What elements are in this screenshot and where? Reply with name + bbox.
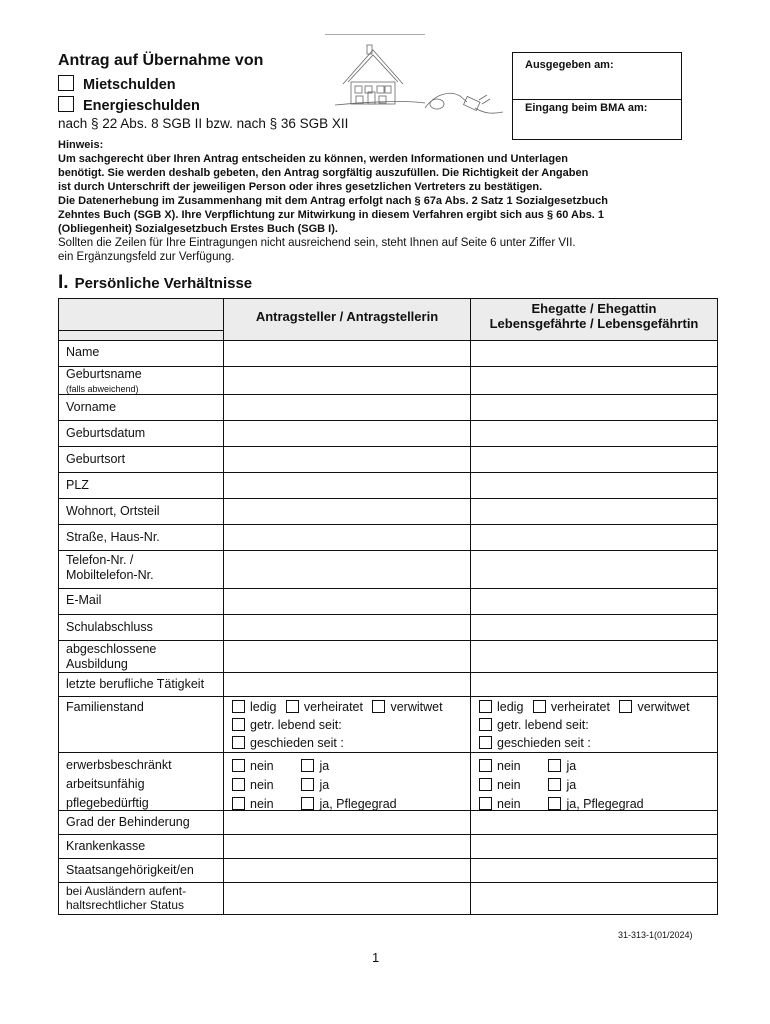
row-label-nationality: Staatsangehörigkeit/en <box>66 863 194 877</box>
partner-health-options <box>479 757 644 814</box>
applicant-column-header: Antragsteller / Antragstellerin <box>255 309 439 324</box>
applicant-married-checkbox[interactable] <box>286 700 299 713</box>
row-label-street: Straße, Haus-Nr. <box>66 530 160 544</box>
section-number: I. <box>58 272 69 293</box>
partner-separated-checkbox[interactable] <box>479 718 492 731</box>
applicant-single-checkbox[interactable] <box>232 700 245 713</box>
birthname-note: (falls abweichend) <box>66 384 139 394</box>
row-label-phone <box>66 553 154 583</box>
applicant-separated-checkbox[interactable] <box>232 718 245 731</box>
married-label: verheiratet <box>550 700 610 714</box>
notice-line: ein Ergänzungsfeld zur Verfügung. <box>58 251 235 263</box>
notice-line: Um sachgerecht über Ihren Antrag entscheiden zu können, werden Informationen und Unterlagen <box>58 153 568 165</box>
notice-line: Zehntes Buch (SGB X). Ihre Verpflichtung zur Mitwirkung in diesem Verfahren ergibt sich aus § 60 Abs. 1 <box>58 209 605 221</box>
separated-label: getr. lebend seit: <box>497 718 589 732</box>
yes-label: ja <box>319 778 330 792</box>
row-label-birthname <box>66 367 142 397</box>
single-label: ledig <box>497 700 524 714</box>
partner-unfit-no-checkbox[interactable] <box>479 778 492 791</box>
limited-label: erwerbsbeschränkt <box>66 758 172 772</box>
row-label-insurance: Krankenkasse <box>66 839 146 853</box>
no-label: nein <box>250 759 274 773</box>
yes-care-label: ja, Pflegegrad <box>319 797 397 811</box>
notice-line: Die Datenerhebung im Zusammenhang mit dem Antrag erfolgt nach § 67a Abs. 2 Satz 1 Sozialgesetzbuch <box>58 195 608 207</box>
no-label: nein <box>250 797 274 811</box>
energy-debts-checkbox[interactable] <box>58 96 74 112</box>
phone-line2: Mobiltelefon-Nr. <box>66 568 154 582</box>
issued-date-label: Ausgegeben am: <box>525 59 614 71</box>
no-label: nein <box>497 778 521 792</box>
notice-line: Sollten die Zeilen für Ihre Eintragungen nicht ausreichend sein, steht Ihnen auf Seite 6 unter Ziffer VII. <box>58 237 576 249</box>
partner-widowed-checkbox[interactable] <box>619 700 632 713</box>
notice-line: (Obliegenheit) Sozialgesetzbuch Erstes Buch (SGB I). <box>58 223 338 235</box>
no-label: nein <box>497 797 521 811</box>
no-label: nein <box>497 759 521 773</box>
applicant-marital-options <box>232 698 443 752</box>
stamp-box-divider <box>513 99 681 100</box>
top-rule <box>325 34 425 35</box>
training-line1: abgeschlossene <box>66 642 157 656</box>
partner-header-line2: Lebensgefährte / Lebensgefährtin <box>489 316 699 331</box>
partner-single-checkbox[interactable] <box>479 700 492 713</box>
training-line2: Ausbildung <box>66 657 128 671</box>
row-label-birthdate: Geburtsdatum <box>66 426 146 440</box>
partner-care-no-checkbox[interactable] <box>479 797 492 810</box>
partner-column-header <box>471 301 717 331</box>
unfit-label: arbeitsunfähig <box>66 777 145 791</box>
row-label-last-job: letzte berufliche Tätigkeit <box>66 677 205 691</box>
applicant-unfit-yes-checkbox[interactable] <box>301 778 314 791</box>
widowed-label: verwitwet <box>637 700 690 714</box>
yes-label: ja <box>566 759 577 773</box>
applicant-care-no-checkbox[interactable] <box>232 797 245 810</box>
rent-debts-checkbox[interactable] <box>58 75 74 91</box>
row-label-firstname: Vorname <box>66 400 117 414</box>
applicant-widowed-checkbox[interactable] <box>372 700 385 713</box>
separated-label: getr. lebend seit: <box>250 718 342 732</box>
partner-limited-no-checkbox[interactable] <box>479 759 492 772</box>
row-label-training <box>66 642 156 672</box>
row-label-zip: PLZ <box>66 478 89 492</box>
divorced-label: geschieden seit : <box>497 736 591 750</box>
notice-block <box>58 138 718 264</box>
notice-line: ist durch Unterschrift der jeweiligen Person oder ihres gesetzlichen Vertreters zu bestätigen. <box>58 181 543 193</box>
row-label-school: Schulabschluss <box>66 620 153 634</box>
row-label-name: Name <box>66 345 100 359</box>
applicant-limited-no-checkbox[interactable] <box>232 759 245 772</box>
partner-married-checkbox[interactable] <box>533 700 546 713</box>
applicant-limited-yes-checkbox[interactable] <box>301 759 314 772</box>
row-label-marital: Familienstand <box>66 700 144 714</box>
applicant-divorced-checkbox[interactable] <box>232 736 245 749</box>
section-title: Persönliche Verhältnisse <box>74 275 253 292</box>
partner-header-line1: Ehegatte / Ehegattin <box>531 301 657 316</box>
residence-line2: haltsrechtlicher Status <box>66 898 185 912</box>
rent-debts-label: Mietschulden <box>83 77 176 93</box>
row-label-disability: Grad der Behinderung <box>66 815 190 829</box>
partner-unfit-yes-checkbox[interactable] <box>548 778 561 791</box>
partner-care-yes-checkbox[interactable] <box>548 797 561 810</box>
received-date-label: Eingang beim BMA am: <box>525 102 648 114</box>
row-label-email: E-Mail <box>66 593 102 607</box>
partner-limited-yes-checkbox[interactable] <box>548 759 561 772</box>
row-label-health <box>66 756 172 813</box>
partner-divorced-checkbox[interactable] <box>479 736 492 749</box>
applicant-care-yes-checkbox[interactable] <box>301 797 314 810</box>
notice-line: benötigt. Sie werden deshalb gebeten, den Antrag sorgfältig auszufüllen. Die Richtigkeit der Angaben <box>58 167 589 179</box>
yes-label: ja <box>566 778 577 792</box>
form-code: 31-313-1(01/2024) <box>618 930 693 940</box>
row-label-birthplace: Geburtsort <box>66 452 126 466</box>
option-energy-debts[interactable] <box>58 96 200 114</box>
divorced-label: geschieden seit : <box>250 736 344 750</box>
row-label-city: Wohnort, Ortsteil <box>66 504 160 518</box>
yes-label: ja <box>319 759 330 773</box>
single-label: ledig <box>250 700 277 714</box>
page-number: 1 <box>372 950 380 965</box>
partner-marital-options <box>479 698 690 752</box>
care-label: pflegebedürftig <box>66 796 149 810</box>
phone-line1: Telefon-Nr. / <box>66 553 134 567</box>
applicant-health-options <box>232 757 397 814</box>
notice-heading: Hinweis: <box>58 139 104 151</box>
form-title: Antrag auf Übernahme von <box>58 52 264 69</box>
legal-basis: nach § 22 Abs. 8 SGB II bzw. nach § 36 SGB XII <box>58 116 349 131</box>
energy-debts-label: Energieschulden <box>83 98 200 114</box>
row-label-residence-status <box>66 884 186 912</box>
residence-line1: bei Ausländern aufent- <box>66 884 187 898</box>
widowed-label: verwitwet <box>390 700 443 714</box>
applicant-unfit-no-checkbox[interactable] <box>232 778 245 791</box>
house-plug-illustration <box>325 42 515 132</box>
section-heading <box>58 272 252 294</box>
no-label: nein <box>250 778 274 792</box>
yes-care-label: ja, Pflegegrad <box>566 797 644 811</box>
personal-data-table <box>58 298 718 915</box>
birthname-text: Geburtsname <box>66 367 142 381</box>
married-label: verheiratet <box>303 700 363 714</box>
option-rent-debts[interactable] <box>58 75 176 93</box>
